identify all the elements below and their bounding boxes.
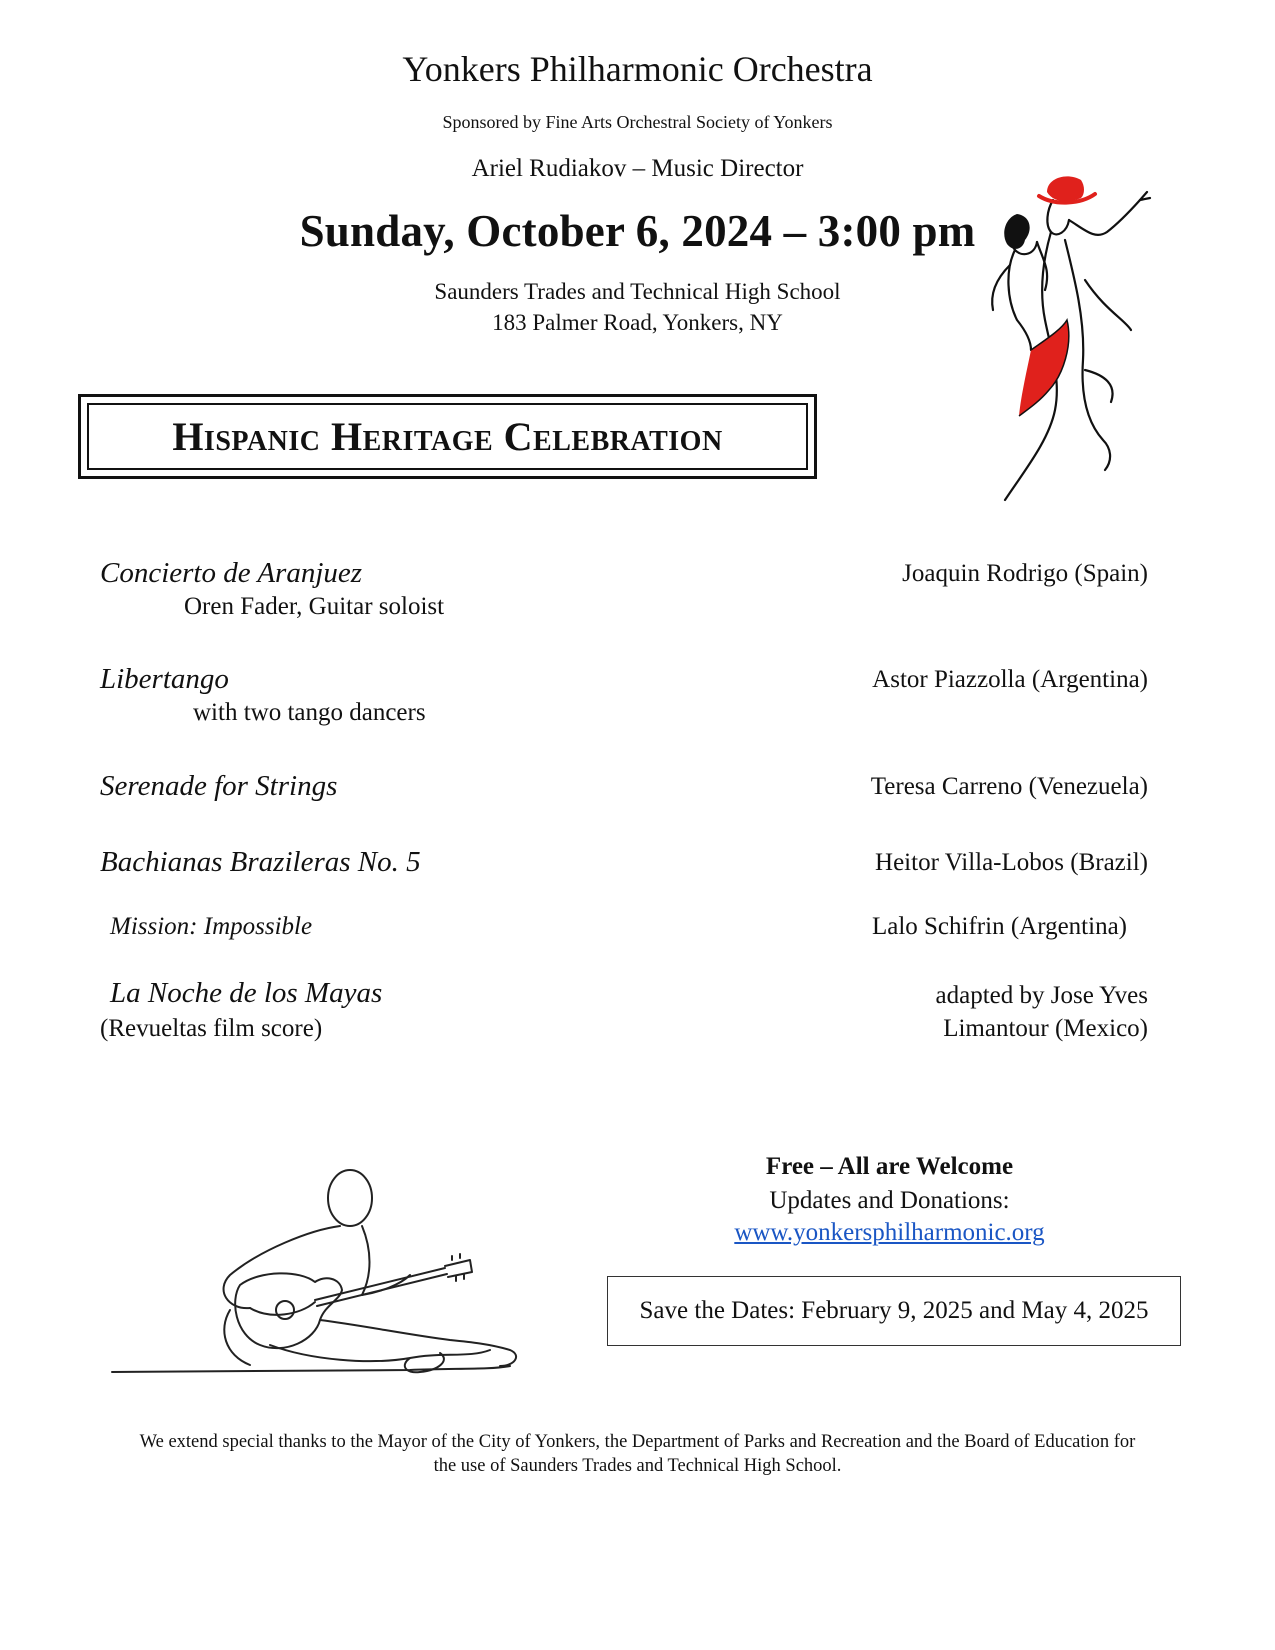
program-work: Concierto de Aranjuez [100,557,363,589]
save-the-dates: Save the Dates: February 9, 2025 and May 4, 2025 [639,1297,1149,1324]
free-admission: Free – All are Welcome [765,1153,1014,1180]
program-note: (Revueltas film score) [100,1015,323,1042]
program-composer: Teresa Carreno (Venezuela) [870,773,1148,800]
orchestra-name: Yonkers Philharmonic Orchestra [402,49,873,89]
website-link[interactable]: www.yonkersphilharmonic.org [734,1219,1045,1246]
program-work: Mission: Impossible [110,913,313,940]
concert-title-frame [78,394,817,479]
guitarist-icon [110,1160,585,1390]
venue-address: 183 Palmer Road, Yonkers, NY [492,310,783,335]
program-composer: Heitor Villa-Lobos (Brazil) [875,849,1148,876]
acknowledgements: We extend special thanks to the Mayor of the City of Yonkers, the Department of Parks and Recreation and the Board of Education for the use of Saunders Trades and Technical High School. [139,1432,1136,1477]
program-note: Oren Fader, Guitar soloist [184,593,445,620]
program-work: Bachianas Brazileras No. 5 [100,846,421,878]
program-work: Serenade for Strings [100,770,338,802]
tango-dancers-icon [935,170,1165,520]
program-composer-line2: Limantour (Mexico) [943,1015,1148,1042]
save-the-dates-box [607,1276,1181,1346]
sponsor-line: Sponsored by Fine Arts Orchestral Society of Yonkers [442,112,833,132]
program-composer: Lalo Schifrin (Argentina) [871,913,1127,940]
music-director: Ariel Rudiakov – Music Director [471,155,804,182]
program-note: with two tango dancers [193,699,426,726]
program-work: Libertango [100,663,229,695]
updates-label: Updates and Donations: [769,1187,1010,1214]
venue-name: Saunders Trades and Technical High School [434,279,841,304]
program-work: La Noche de los Mayas [110,977,383,1009]
concert-date-time: Sunday, October 6, 2024 – 3:00 pm [299,206,976,256]
program-composer: adapted by Jose Yves [935,982,1148,1009]
concert-title: Hispanic Heritage Celebration [172,414,723,459]
program-composer: Astor Piazzolla (Argentina) [872,666,1148,693]
program-composer: Joaquin Rodrigo (Spain) [902,560,1148,587]
